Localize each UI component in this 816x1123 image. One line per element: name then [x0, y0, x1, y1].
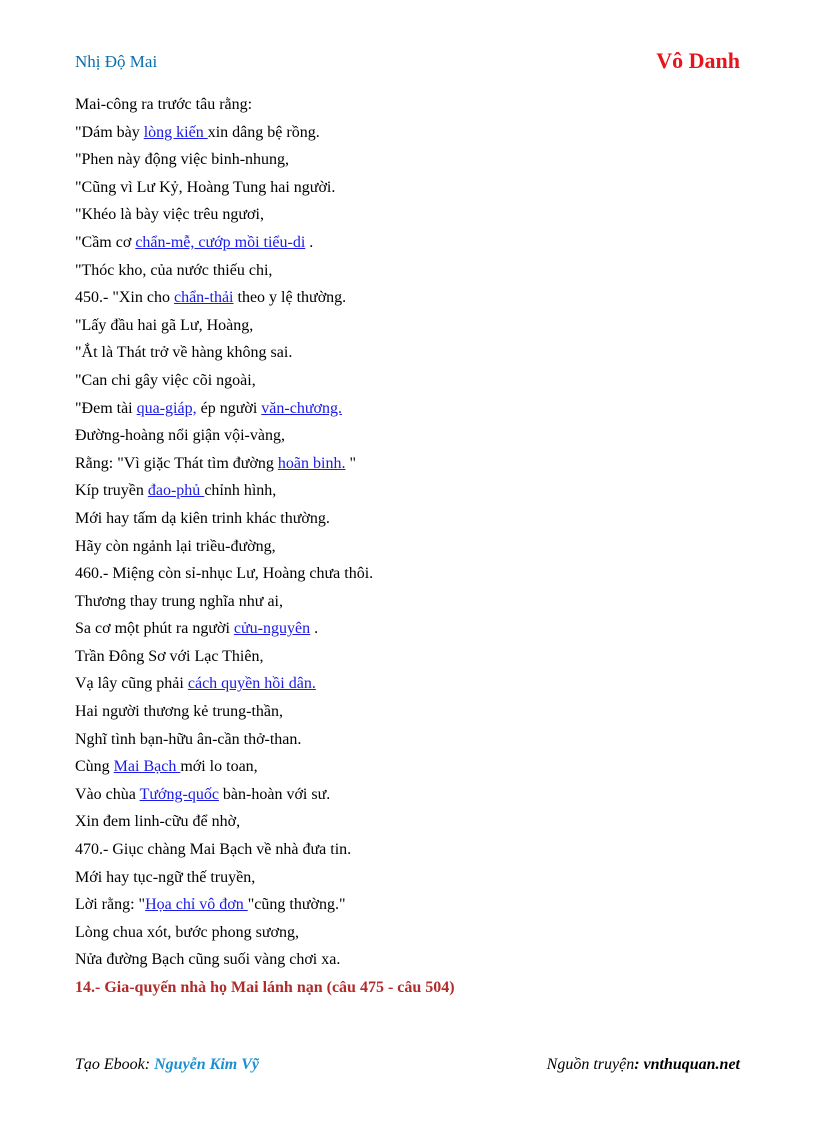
line-text: Vào chùa	[75, 785, 140, 803]
glossary-link[interactable]: qua-giáp,	[136, 399, 197, 417]
poem-lines	[75, 95, 745, 978]
line-text: "cũng thường."	[247, 896, 346, 914]
poem-line	[75, 950, 745, 978]
glossary-link[interactable]: chẩn-mễ, cướp mồi tiểu-di	[135, 233, 306, 251]
poem-line	[75, 537, 745, 565]
line-text: "Khéo là bày việc trêu ngươi,	[75, 206, 264, 224]
poem-line	[75, 233, 745, 261]
poem-line	[75, 592, 745, 620]
glossary-link[interactable]: văn-chương.	[261, 399, 342, 417]
glossary-link[interactable]: Mai Bạch	[113, 758, 181, 776]
line-text: chỉnh hình,	[204, 482, 277, 500]
line-text: "Phen này động việc binh-nhung,	[75, 151, 290, 169]
line-text: "Can chi gây việc cõi ngoài,	[75, 371, 256, 389]
poem-line	[75, 564, 745, 592]
line-text: "Cầm cơ	[75, 233, 136, 251]
line-text: Lòng chua xót, bước phong sương,	[75, 923, 300, 941]
line-text: "Lấy đầu hai gã Lư, Hoàng,	[75, 316, 254, 334]
poem-line	[75, 509, 745, 537]
poem-line	[75, 895, 745, 923]
line-text: 470.- Giục chàng Mai Bạch về nhà đưa tin.	[75, 841, 352, 859]
line-text: 460.- Miệng còn sỉ-nhục Lư, Hoàng chưa thôi.	[75, 565, 374, 583]
line-text: Cùng	[75, 758, 114, 776]
poem-line	[75, 785, 745, 813]
poem-line	[75, 371, 745, 399]
glossary-link[interactable]: cách quyền hồi dân.	[187, 675, 316, 693]
poem-line	[75, 619, 745, 647]
poem-line	[75, 150, 745, 178]
line-text: .	[310, 620, 319, 638]
poem-line	[75, 481, 745, 509]
footer-source-separator: :	[634, 1056, 644, 1073]
line-text: Đường-hoàng nổi giận vội-vàng,	[75, 427, 285, 445]
footer-credit-separator: :	[144, 1056, 155, 1073]
source-site: vnthuquan.net	[643, 1056, 740, 1073]
section-heading: 14.- Gia-quyến nhà họ Mai lánh nạn (câu 475 - câu 504)	[75, 979, 455, 996]
poem-line	[75, 399, 745, 427]
line-text: 450.- "Xin cho	[75, 289, 174, 307]
poem-line	[75, 426, 745, 454]
line-text: Hai người thương kẻ trung-thần,	[75, 703, 284, 721]
glossary-link[interactable]: lòng kiến	[143, 123, 208, 141]
poem-line	[75, 702, 745, 730]
poem-line	[75, 343, 745, 371]
line-text: theo y lệ thường.	[233, 289, 347, 307]
line-text: Xin đem linh-cữu để nhờ,	[75, 813, 241, 831]
author-name: Vô Danh	[656, 48, 740, 73]
poem-line	[75, 868, 745, 896]
line-text: ép người	[196, 399, 262, 417]
poem-line	[75, 840, 745, 868]
poem-line	[75, 178, 745, 206]
poem-line	[75, 95, 745, 123]
line-text: Mới hay tấm dạ kiên trinh khác thường.	[75, 509, 330, 527]
glossary-link[interactable]: cửu-nguyên	[233, 620, 311, 638]
poem-line	[75, 757, 745, 785]
poem-line	[75, 454, 745, 482]
line-text: "Thóc kho, của nước thiếu chi,	[75, 261, 273, 279]
line-text: Hãy còn ngảnh lại triều-đường,	[75, 537, 276, 555]
poem-line	[75, 923, 745, 951]
footer-credit	[75, 1056, 259, 1074]
poem-line	[75, 123, 745, 151]
line-text: Trần Đông Sơ với Lạc Thiên,	[75, 647, 264, 665]
line-text: "	[345, 454, 356, 472]
glossary-link[interactable]: Họa chỉ vô đơn	[145, 896, 248, 914]
line-text: .	[305, 233, 314, 251]
book-title: Nhị Độ Mai	[75, 52, 158, 71]
footer-source-label: Nguồn truyện	[546, 1056, 635, 1073]
line-text: Kíp truyền	[75, 482, 148, 500]
line-text: "Dám bày	[75, 123, 144, 141]
poem-line	[75, 812, 745, 840]
line-text: Nghĩ tình bạn-hữu ân-cần thở-than.	[75, 730, 302, 748]
poem-body	[75, 95, 745, 1006]
line-text: Mai-công ra trước tâu rằng:	[75, 96, 253, 113]
poem-line	[75, 730, 745, 758]
line-text: Mới hay tục-ngữ thế truyền,	[75, 868, 256, 886]
line-text: mới lo toan,	[180, 758, 258, 776]
line-text: bàn-hoàn với sư.	[218, 785, 331, 803]
line-text: "Đem tài	[75, 399, 137, 417]
line-text: Nửa đường Bạch cũng suối vàng chơi xa.	[75, 951, 341, 969]
poem-line	[75, 205, 745, 233]
poem-line	[75, 316, 745, 344]
poem-line	[75, 288, 745, 316]
glossary-link[interactable]: đao-phủ	[147, 482, 205, 500]
line-text: Lời rằng: "	[75, 896, 146, 914]
poem-line	[75, 261, 745, 289]
line-text: "Cũng vì Lư Kỷ, Hoàng Tung hai người.	[75, 178, 336, 196]
footer-credit-label: Tạo Ebook	[75, 1056, 145, 1073]
glossary-link[interactable]: hoãn binh.	[277, 454, 346, 472]
glossary-link[interactable]: chẩn-thải	[173, 289, 234, 307]
line-text: xin dâng bệ rồng.	[207, 123, 320, 141]
line-text: "Ắt là Thát trở về hàng không sai.	[75, 344, 293, 362]
footer-source	[547, 1056, 740, 1074]
line-text: Sa cơ một phút ra người	[75, 620, 234, 638]
poem-line	[75, 647, 745, 675]
line-text: Rằng: "Vì giặc Thát tìm đường	[75, 454, 278, 472]
line-text: Vạ lây cũng phải	[75, 675, 188, 693]
poem-line	[75, 674, 745, 702]
glossary-link[interactable]: Tướng-quốc	[139, 785, 219, 803]
line-text: Thương thay trung nghĩa như ai,	[75, 592, 283, 610]
creator-name: Nguyễn Kim Vỹ	[154, 1056, 259, 1073]
